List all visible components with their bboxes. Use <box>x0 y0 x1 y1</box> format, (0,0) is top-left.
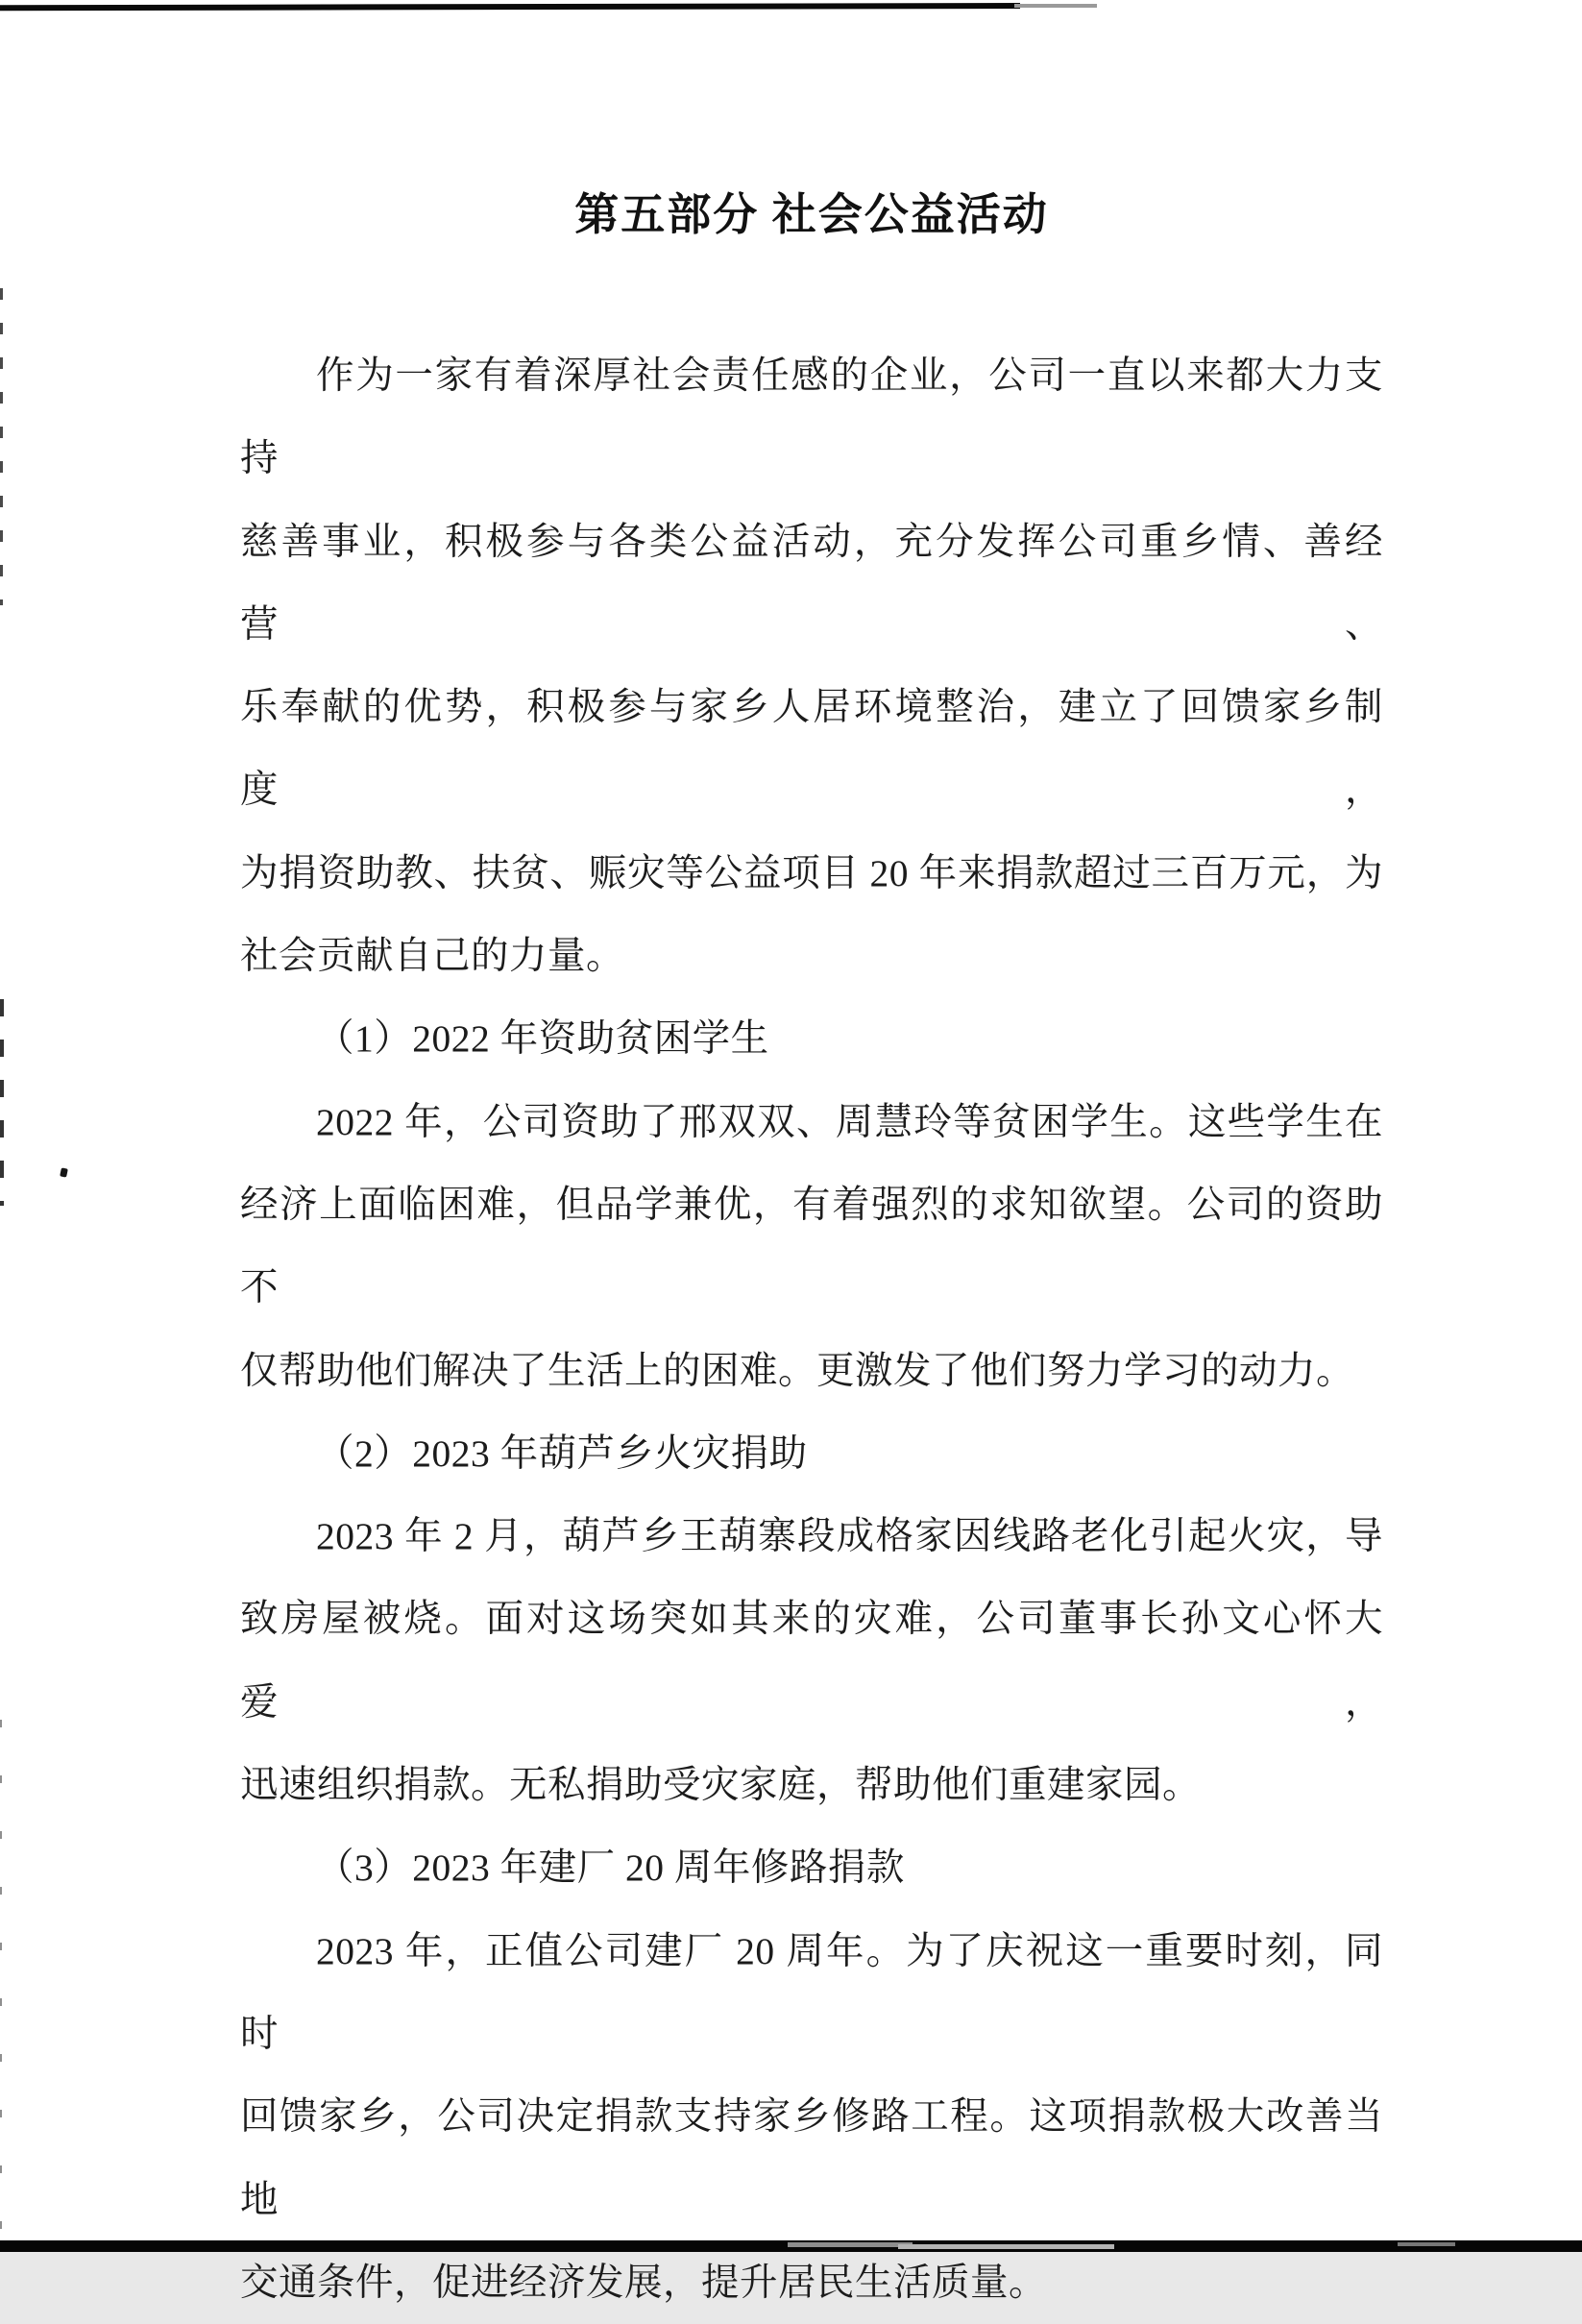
document-title: 第五部分 社会公益活动 <box>574 190 1049 239</box>
scan-artifact-top-line <box>0 3 1020 11</box>
scan-noise-left-upper <box>0 288 3 605</box>
section-3-line-3: 交通条件，促进经济发展，提升居民生活质量。 <box>240 2261 1047 2304</box>
section-2-line-3: 迅速组织捐款。无私捐助受灾家庭，帮助他们重建家园。 <box>240 1764 1201 1807</box>
intro-line-1: 作为一家有着深厚社会责任感的企业，公司一直以来都大力支持 <box>240 355 1383 480</box>
ink-dot <box>60 1167 68 1177</box>
scan-artifact-top-line-gray <box>1014 4 1097 8</box>
section-2-line-2: 致房屋被烧。面对这场突如其来的灾难，公司董事长孙文心怀大爱， <box>240 1598 1383 1724</box>
scan-noise-left-lower <box>0 1720 2 2229</box>
scan-noise-left-middle <box>0 999 4 1206</box>
intro-line-2: 慈善事业，积极参与各类公益活动，充分发挥公司重乡情、善经营、 <box>240 520 1383 646</box>
intro-line-3: 乐奉献的优势，积极参与家乡人居环境整治，建立了回馈家乡制度， <box>240 686 1383 812</box>
section-3-line-1: 2023 年，正值公司建厂 20 周年。为了庆祝这一重要时刻，同时 <box>240 1929 1383 2055</box>
scan-artifact-bottom-gray <box>1398 2242 1455 2246</box>
section-2-line-1: 2023 年 2 月，葫芦乡王葫寨段成格家因线路老化引起火灾，导 <box>316 1515 1383 1558</box>
intro-line-4: 为捐资助教、扶贫、赈灾等公益项目 20 年来捐款超过三百万元，为 <box>240 851 1383 894</box>
section-3-line-2: 回馈家乡，公司决定捐款支持家乡修路工程。这项捐款极大改善当地 <box>240 2095 1383 2221</box>
section-1-heading: （1）2022 年资助贫困学生 <box>316 1017 769 1061</box>
intro-line-5: 社会贡献自己的力量。 <box>240 935 624 978</box>
section-2-heading: （2）2023 年葫芦乡火灾捐助 <box>316 1431 808 1475</box>
section-1-line-3: 仅帮助他们解决了生活上的困难。更激发了他们努力学习的动力。 <box>240 1349 1354 1392</box>
section-1-line-2: 经济上面临困难，但品学兼优，有着强烈的求知欲望。公司的资助不 <box>240 1183 1383 1309</box>
section-3-heading: （3）2023 年建厂 20 周年修路捐款 <box>316 1847 905 1890</box>
section-1-line-1: 2022 年，公司资助了邢双双、周慧玲等贫困学生。这些学生在 <box>316 1100 1383 1143</box>
document-body <box>240 334 1383 2324</box>
